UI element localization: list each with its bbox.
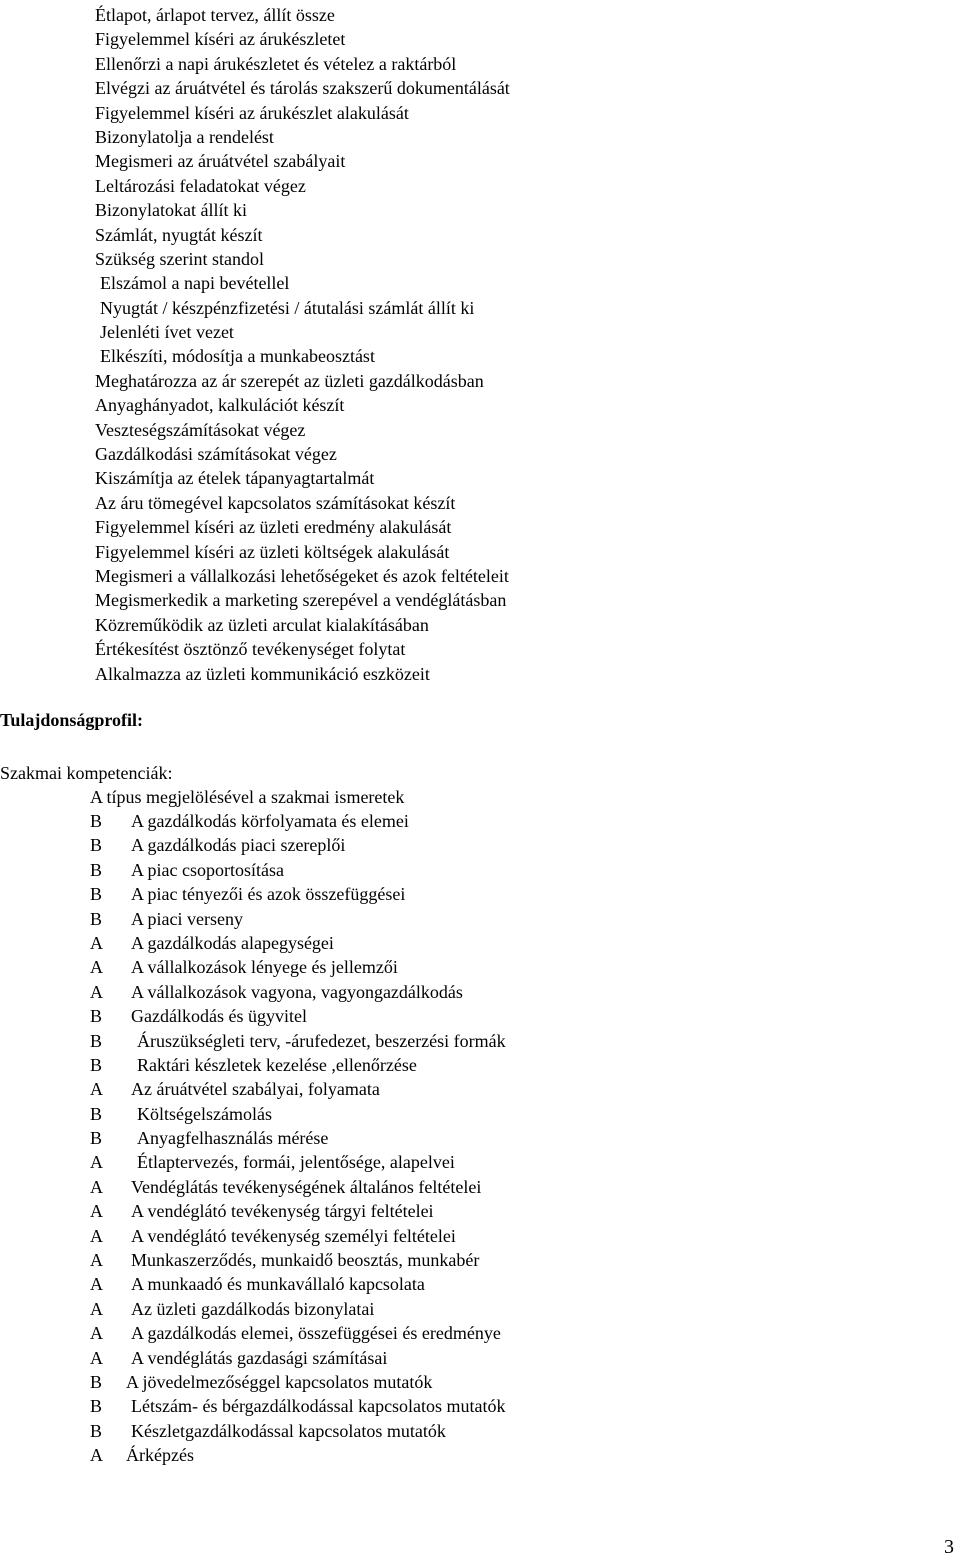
competency-grade: A <box>90 1298 103 1319</box>
task-item: Megismeri a vállalkozási lehetőségeket és azok feltételeit <box>95 565 509 586</box>
competency-grade: B <box>90 908 103 929</box>
competency-topic: Gazdálkodás és ügyvitel <box>131 1006 307 1027</box>
task-item: Elkészíti, módosítja a munkabeosztást <box>100 346 375 367</box>
page-number: 3 <box>944 1536 954 1558</box>
task-item: Az áru tömegével kapcsolatos számításokat készít <box>95 492 456 513</box>
competency-topic: A gazdálkodás alapegységei <box>131 932 334 953</box>
competency-topic: Költségelszámolás <box>137 1103 272 1124</box>
task-item: Ellenőrzi a napi árukészletet és vételez a raktárból <box>95 53 457 74</box>
competency-grade: A <box>90 1250 103 1271</box>
competency-topic: Raktári készletek kezelése ,ellenőrzése <box>137 1054 417 1075</box>
competency-grade: A <box>90 1445 103 1466</box>
competency-topic: A gazdálkodás piaci szereplői <box>131 835 346 856</box>
task-item: Elszámol a napi bevétellel <box>100 273 290 294</box>
task-item: Nyugtát / készpénzfizetési / átutalási számlát állít ki <box>100 297 475 318</box>
task-item: Megismerkedik a marketing szerepével a vendéglátásban <box>95 590 507 611</box>
competency-grade: A <box>90 1201 103 1222</box>
subsection-label: Szakmai kompetenciák: <box>0 763 173 783</box>
competency-topic: A vállalkozások vagyona, vagyongazdálkodás <box>131 981 463 1002</box>
task-item: Számlát, nyugtát készít <box>95 224 263 245</box>
task-item: Bizonylatokat állít ki <box>95 200 247 221</box>
competency-grade: B <box>90 1420 103 1441</box>
task-list <box>95 3 510 686</box>
section-heading: Tulajdonságprofil: <box>0 710 144 730</box>
competency-topic: A vendéglátó tevékenység tárgyi feltételei <box>131 1201 434 1222</box>
task-item: Jelenléti ívet vezet <box>100 322 234 343</box>
competency-grade: B <box>90 835 103 856</box>
task-item: Figyelemmel kíséri az üzleti eredmény alakulását <box>95 517 452 538</box>
task-item: Veszteségszámításokat végez <box>95 419 306 440</box>
task-item: Bizonylatolja a rendelést <box>95 126 274 147</box>
task-item: Alkalmazza az üzleti kommunikáció eszközeit <box>95 663 430 684</box>
competency-topic: A jövedelmezőséggel kapcsolatos mutatók <box>126 1371 433 1392</box>
task-item: Meghatározza az ár szerepét az üzleti gazdálkodásban <box>95 370 484 391</box>
task-item: Figyelemmel kíséri az üzleti költségek alakulását <box>95 541 450 562</box>
competency-topic: A gazdálkodás elemei, összefüggései és eredménye <box>131 1323 501 1344</box>
competency-topic: Létszám- és bérgazdálkodással kapcsolatos mutatók <box>131 1396 506 1417</box>
competency-topic: Az üzleti gazdálkodás bizonylatai <box>131 1298 375 1319</box>
task-item: Szükség szerint standol <box>95 248 264 269</box>
competency-grade: B <box>90 1128 103 1149</box>
competency-topic: Készletgazdálkodással kapcsolatos mutatók <box>131 1420 446 1441</box>
competency-topic: Az áruátvétel szabályai, folyamata <box>131 1079 380 1100</box>
task-item: Figyelemmel kíséri az árukészlet alakulását <box>95 102 409 123</box>
competency-topic: A vendéglátó tevékenység személyi feltételei <box>131 1225 456 1246</box>
competency-grade: B <box>90 859 103 880</box>
task-item: Kiszámítja az ételek tápanyagtartalmát <box>95 468 375 489</box>
task-item: Értékesítést ösztönző tevékenységet folytat <box>95 639 406 660</box>
competency-topic: A piaci verseny <box>131 908 243 929</box>
competency-topic: A piac csoportosítása <box>131 859 284 880</box>
task-item: Étlapot, árlapot tervez, állít össze <box>95 5 335 25</box>
task-item: Figyelemmel kíséri az árukészletet <box>95 29 346 50</box>
competency-topic: Anyagfelhasználás mérése <box>137 1128 329 1149</box>
competency-grade: B <box>90 1396 103 1417</box>
competency-grade: B <box>90 1371 103 1392</box>
competency-grade: A <box>90 1323 103 1344</box>
competency-topic: A vállalkozások lényege és jellemzői <box>131 957 398 978</box>
competency-grade: A <box>90 932 103 953</box>
competency-topic: Árképzés <box>126 1445 194 1466</box>
competency-grade: B <box>90 1030 103 1051</box>
competency-grade: A <box>90 1079 103 1100</box>
competency-grade: A <box>90 1176 103 1197</box>
competency-topic: A vendéglátás gazdasági számításai <box>131 1347 388 1368</box>
competency-grade: A <box>90 981 103 1002</box>
task-item: Közreműködik az üzleti arculat kialakításában <box>95 614 429 635</box>
competency-topic: A gazdálkodás körfolyamata és elemei <box>131 811 409 831</box>
competency-grade: B <box>90 884 103 905</box>
task-item: Megismeri az áruátvétel szabályait <box>95 151 346 172</box>
competency-grade: A <box>90 1274 103 1295</box>
competency-grade: B <box>90 1103 103 1124</box>
competency-header: A típus megjelölésével a szakmai ismeretek <box>90 787 405 807</box>
competency-topic: Vendéglátás tevékenységének általános feltételei <box>131 1176 482 1197</box>
task-item: Leltározási feladatokat végez <box>95 175 306 196</box>
competency-grade: A <box>90 1225 103 1246</box>
competency-grade: B <box>90 1006 103 1027</box>
competency-topic: A piac tényezői és azok összefüggései <box>131 884 406 905</box>
competency-grade: B <box>90 811 103 831</box>
competency-topic: Áruszükségleti terv, -árufedezet, beszerzési formák <box>137 1030 506 1051</box>
competency-topic: Étlaptervezés, formái, jelentősége, alapelvei <box>137 1152 455 1173</box>
competency-grade: A <box>90 957 103 978</box>
competency-grade: A <box>90 1347 103 1368</box>
competency-topic: A munkaadó és munkavállaló kapcsolata <box>131 1274 425 1295</box>
task-item: Gazdálkodási számításokat végez <box>95 444 337 465</box>
competency-topic: Munkaszerződés, munkaidő beosztás, munkabér <box>131 1250 480 1271</box>
task-item: Elvégzi az áruátvétel és tárolás szakszerű dokumentálását <box>95 78 510 99</box>
competency-grade: B <box>90 1054 103 1075</box>
competency-grade: A <box>90 1152 103 1173</box>
task-item: Anyaghányadot, kalkulációt készít <box>95 395 345 416</box>
